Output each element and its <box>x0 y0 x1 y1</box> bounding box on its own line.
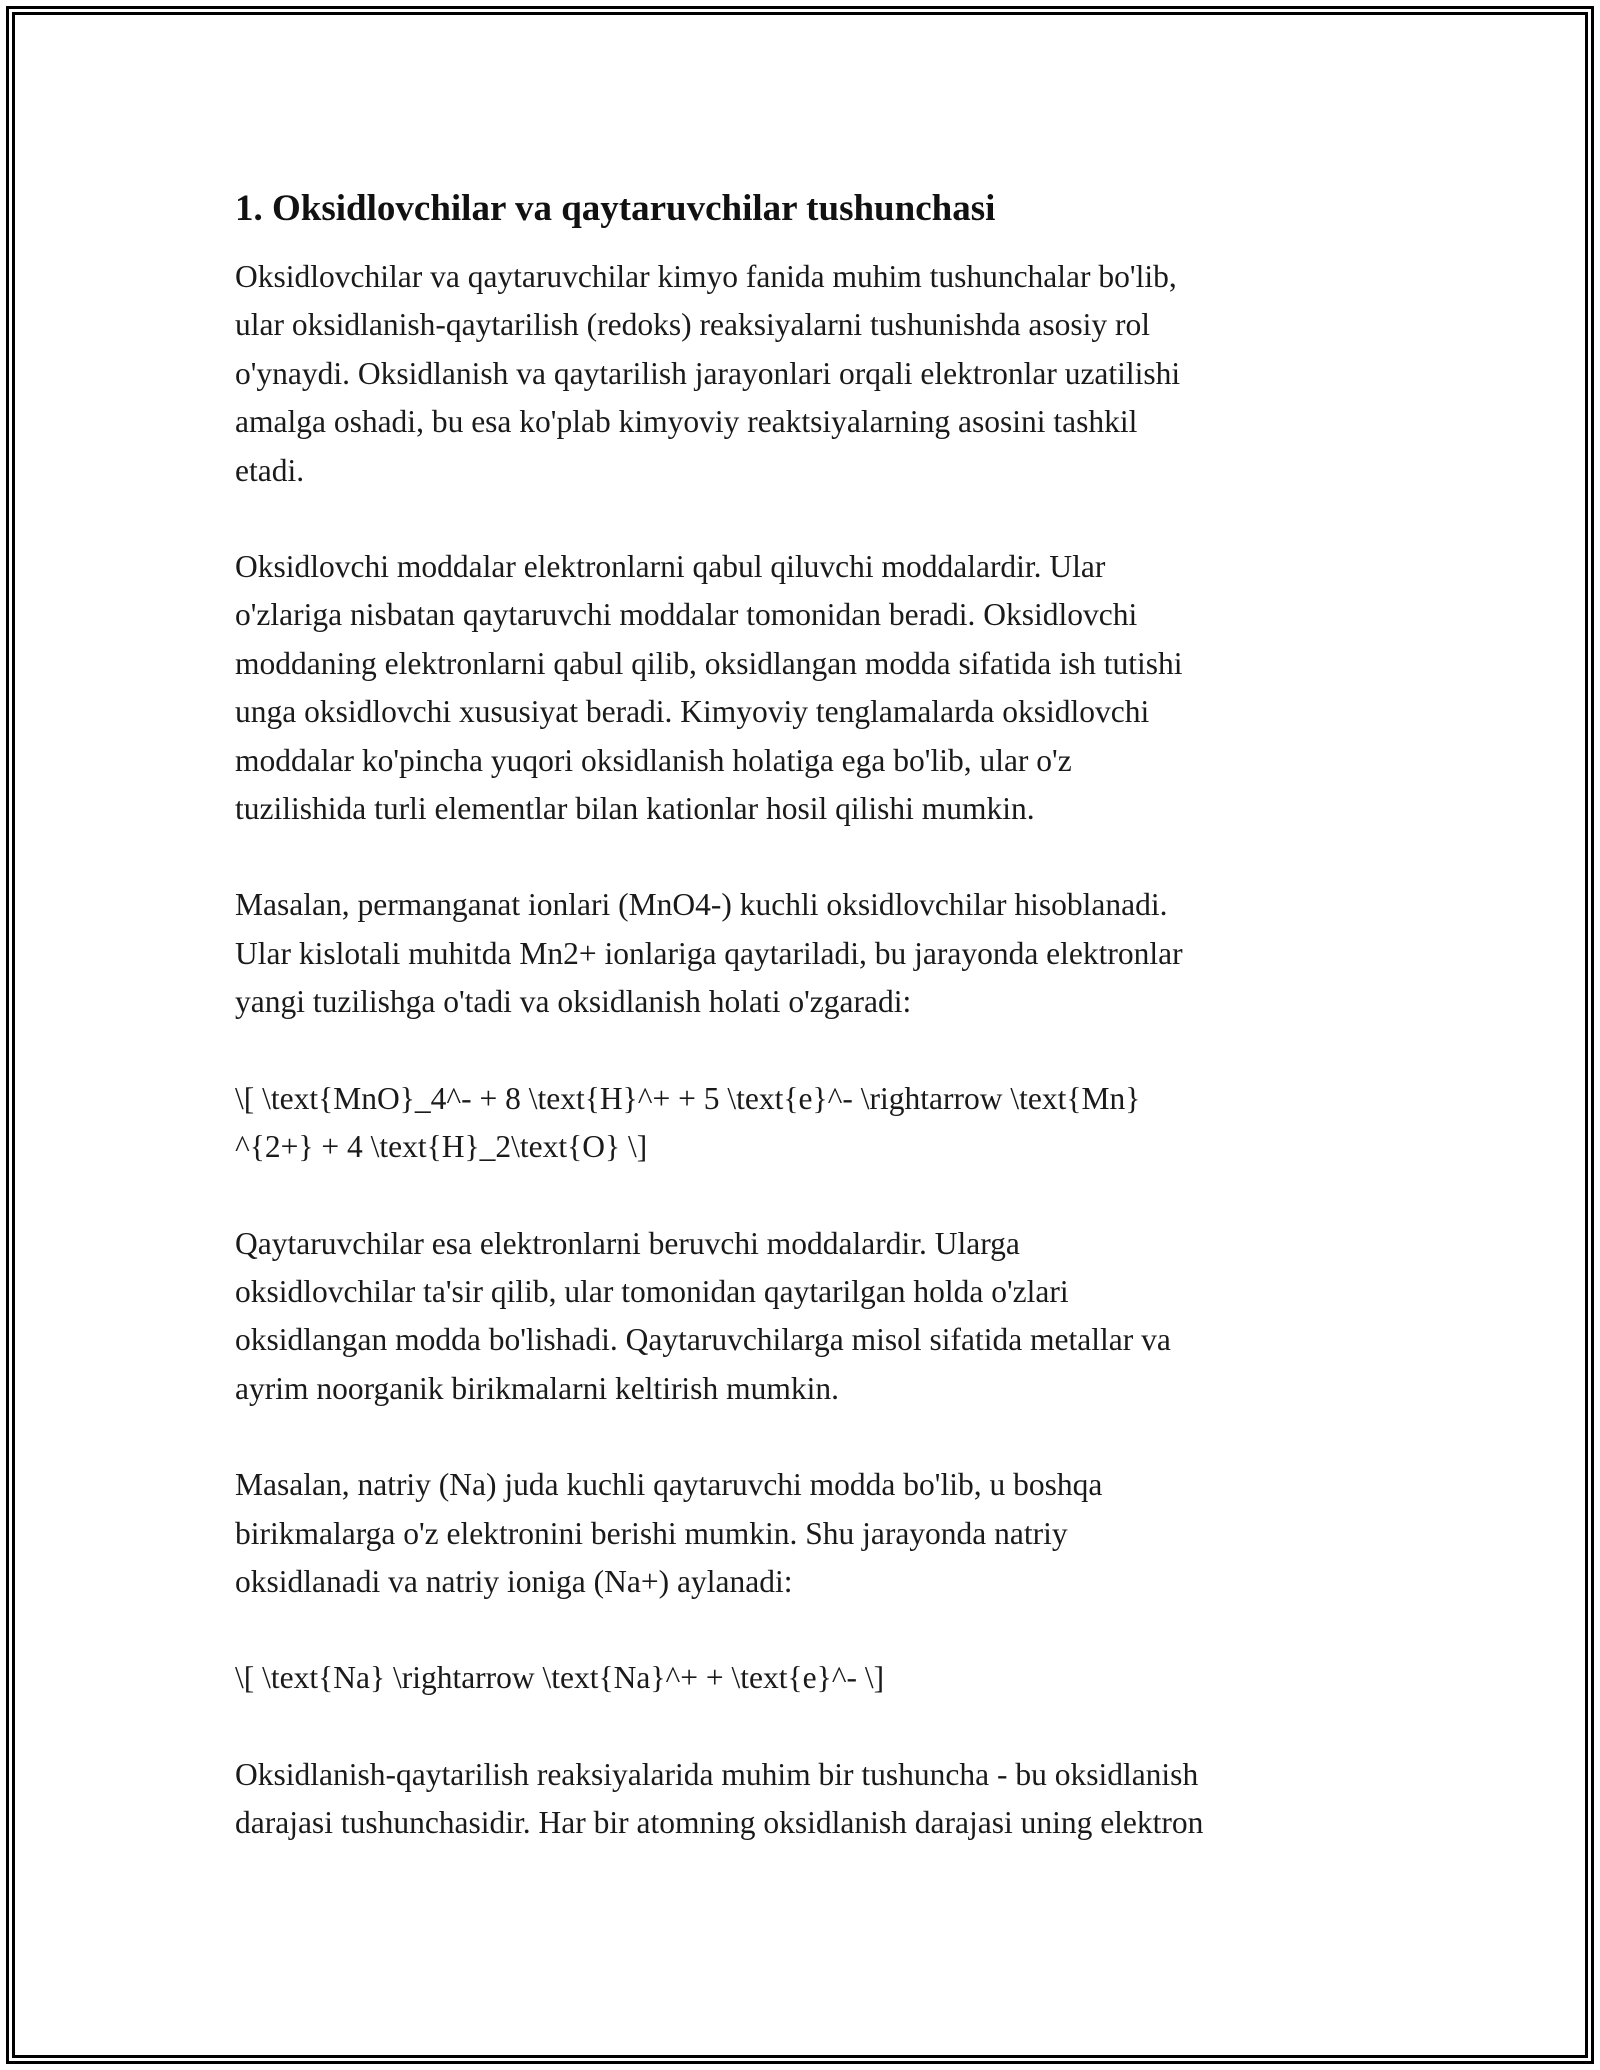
paragraph-intro <box>235 253 1375 495</box>
formula-permanganate <box>235 1075 1375 1172</box>
text-line: oksidlovchilar ta'sir qilib, ular tomonidan qaytarilgan holda o'zlari <box>235 1273 1069 1309</box>
text-line: birikmalarga o'z elektronini berishi mumkin. Shu jarayonda natriy <box>235 1515 1068 1551</box>
formula-line: \[ \text{MnO}_4^- + 8 \text{H}^+ + 5 \text{e}^- \rightarrow \text{Mn} <box>235 1080 1141 1116</box>
text-line: tuzilishida turli elementlar bilan kationlar hosil qilishi mumkin. <box>235 791 1035 827</box>
text-line: o'ynaydi. Oksidlanish va qaytarilish jarayonlari orqali elektronlar uzatilishi <box>235 355 1181 391</box>
text-line: Oksidlovchilar va qaytaruvchilar kimyo fanida muhim tushunchalar bo'lib, <box>235 259 1177 294</box>
text-line: Masalan, natriy (Na) juda kuchli qaytaruvchi modda bo'lib, u boshqa <box>235 1467 1103 1503</box>
text-line: ular oksidlanish-qaytarilish (redoks) reaksiyalarni tushunishda asosiy rol <box>235 307 1151 343</box>
formula-sodium <box>235 1654 1375 1702</box>
formula-line: ^{2+} + 4 \text{H}_2\text{O} \] <box>235 1129 648 1165</box>
text-line: etadi. <box>235 452 305 488</box>
text-line: Ular kislotali muhitda Mn2+ ionlariga qaytariladi, bu jarayonda elektronlar <box>235 935 1183 971</box>
text-line: Oksidlovchi moddalar elektronlarni qabul qiluvchi moddalardir. Ular <box>235 549 1106 585</box>
text-line: ayrim noorganik birikmalarni keltirish mumkin. <box>235 1370 839 1406</box>
text-line: oksidlangan modda bo'lishadi. Qaytaruvchilarga misol sifatida metallar va <box>235 1322 1171 1358</box>
paragraph-sodium-example <box>235 1461 1375 1606</box>
formula-line: \[ \text{Na} \rightarrow \text{Na}^+ + \text{e}^- \] <box>235 1660 885 1696</box>
paragraph-oxidizers <box>235 543 1375 833</box>
document-body <box>235 185 1375 1848</box>
text-line: Oksidlanish-qaytarilish reaksiyalarida muhim bir tushuncha - bu oksidlanish <box>235 1756 1199 1792</box>
text-line: moddalar ko'pincha yuqori oksidlanish holatiga ega bo'lib, ular o'z <box>235 742 1072 778</box>
text-line: Qaytaruvchilar esa elektronlarni beruvchi moddalardir. Ularga <box>235 1225 1020 1261</box>
text-line: oksidlanadi va natriy ioniga (Na+) aylanadi: <box>235 1563 793 1599</box>
text-line: o'zlariga nisbatan qaytaruvchi moddalar tomonidan beradi. Oksidlovchi <box>235 597 1138 633</box>
section-heading: 1. Oksidlovchilar va qaytaruvchilar tushunchasi <box>235 188 996 229</box>
paragraph-reducers <box>235 1220 1375 1414</box>
text-line: Masalan, permanganat ionlari (MnO4-) kuchli oksidlovchilar hisoblanadi. <box>235 887 1168 923</box>
text-line: moddaning elektronlarni qabul qilib, oksidlangan modda sifatida ish tutishi <box>235 645 1183 681</box>
text-line: darajasi tushunchasidir. Har bir atomning oksidlanish darajasi uning elektron <box>235 1805 1204 1841</box>
paragraph-permanganate-example <box>235 881 1375 1026</box>
paragraph-oxidation-state <box>235 1751 1375 1848</box>
text-line: unga oksidlovchi xususiyat beradi. Kimyoviy tenglamalarda oksidlovchi <box>235 694 1150 730</box>
text-line: amalga oshadi, bu esa ko'plab kimyoviy reaktsiyalarning asosini tashkil <box>235 404 1138 440</box>
text-line: yangi tuzilishga o'tadi va oksidlanish holati o'zgaradi: <box>235 984 912 1020</box>
